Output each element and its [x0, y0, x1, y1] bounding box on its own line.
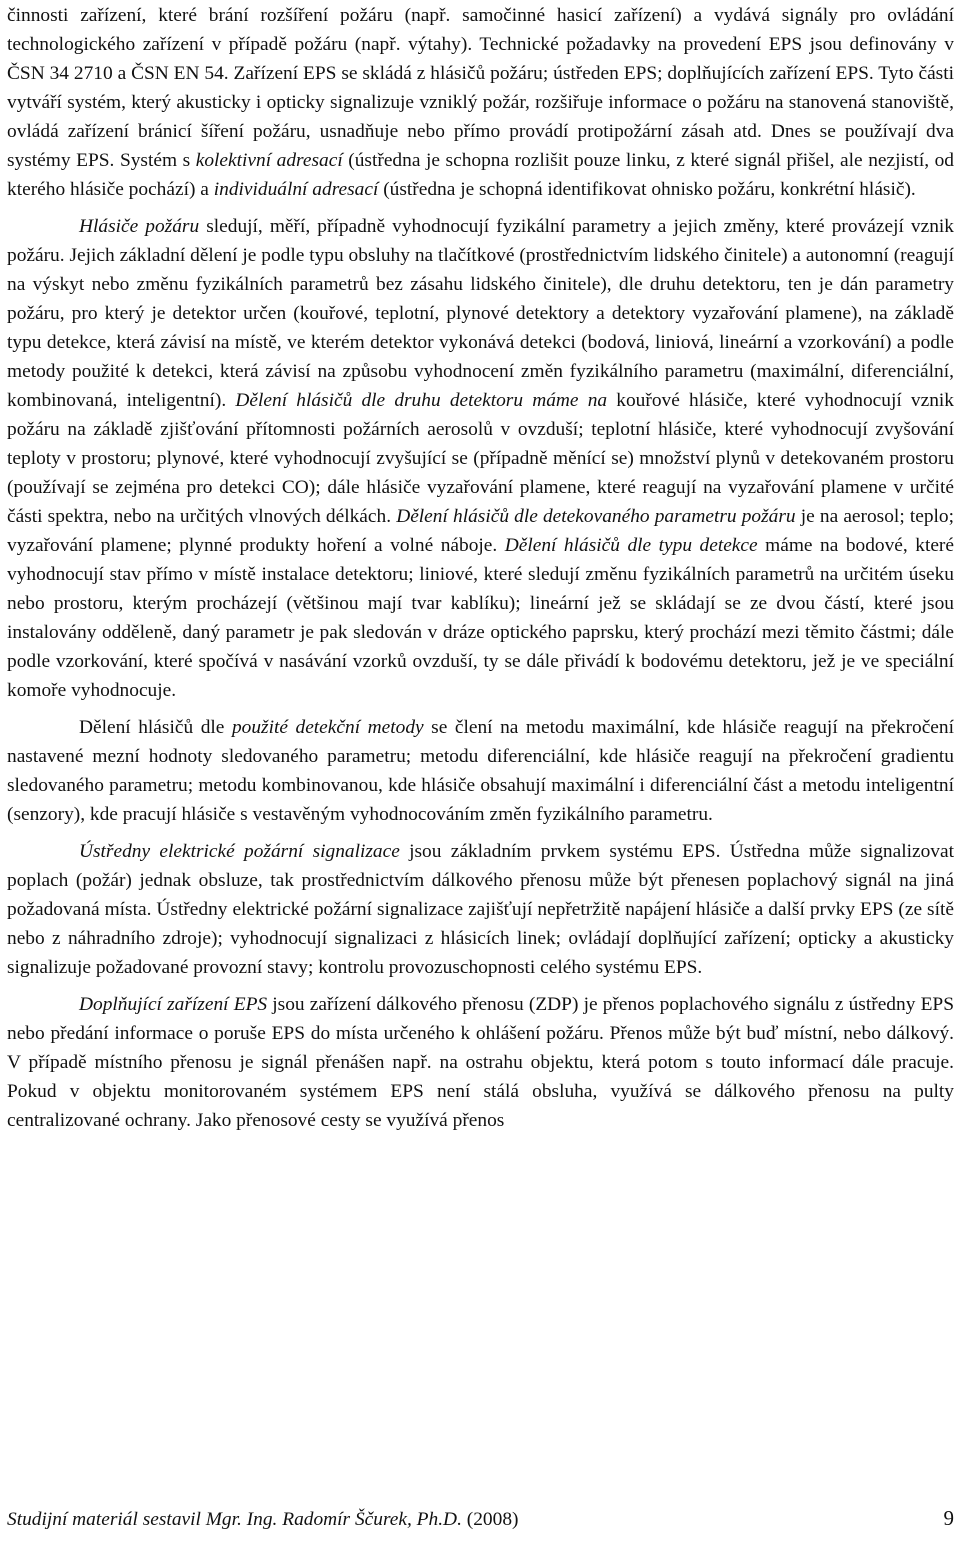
- footer-credit: Studijní materiál sestavil Mgr. Ing. Radomír Ščurek, Ph.D.: [7, 1509, 462, 1530]
- paragraph-p3: [7, 713, 954, 829]
- paragraph-p2: [7, 212, 954, 705]
- text-run: sledují, měří, případně vyhodnocují fyzikální parametry a jejich změny, které provázejí vznik požáru. Jejich základní dělení je podle typu obsluhy na tlačítkové (prostřednictvím lidského činitele) a autonomní (reagují na výskyt nebo změnu fyzikálních parametrů bez zásahu lidského činitele), dle druhu detektoru, ten je dán parametry požáru, pro který je detektor určen (kouřové, teplotní, plynové detektory a detektory vyzařování plamene), na základě typu detekce, která závisí na místě, ve kterém detektor vykonává detekci (bodová, liniová, lineární a vzorkování) a podle metody použité k detekci, která závisí na způsobu vyhodnocení změn fyzikálního parametru (maximální, diferenciální, kombinovaná, inteligentní).: [7, 216, 954, 411]
- italic-term: Dělení hlásičů dle druhu detektoru máme na: [235, 390, 608, 411]
- text-run: je na aerosol; teplo; vyzařování plamene; plynné produkty hoření a volné náboje.: [7, 506, 955, 556]
- italic-term: použité detekční metody: [231, 717, 424, 738]
- text-run: se člení na metodu maximální, kde hlásiče reagují na překročení nastavené mezní hodnoty sledovaného parametru; metodu diferenciální, kde hlásiče reagují na překročení gradientu sledovaného parametru; metodu kombinovanou, kde hlásiče obsahují maximální i diferenciální část a metodu inteligentní (senzory), kde pracují hlásiče s vestavěným vyhodnocováním změn fyzikálního parametru.: [7, 717, 955, 825]
- italic-term: individuální adresací: [213, 179, 379, 200]
- italic-term: Ústředny elektrické požární signalizace: [79, 841, 400, 862]
- italic-term: Dělení hlásičů dle detekovaného parametru požáru: [396, 506, 796, 527]
- page-number: 9: [943, 1506, 954, 1530]
- text-run: máme na bodové, které vyhodnocují stav přímo v místě instalace detektoru; liniové, které sledují změnu fyzikálních parametrů na určitém úseku nebo prostoru, kterým procházejí (většinou mají tvar kablíku); lineární jež se skládají se ze dvou částí, které jsou instalovány odděleně, daný parametr je pak sledován v dráze optického paprsku, který prochází mezi těmito částmi; dále podle vzorkování, které spočívá v nasávání vzorků ovzduší, ty se dále přivádí k bodovému detektoru, jež je ve speciální komoře vyhodnocuje.: [7, 535, 954, 701]
- footer-credit-line: [7, 1505, 518, 1535]
- italic-term: Hlásiče požáru: [79, 216, 200, 237]
- text-run: kouřové hlásiče, které vyhodnocují vznik požáru na základě zjišťování přítomnosti požárních aerosolů v ovzduší; teplotní hlásiče, které vyhodnocují zvyšování teploty v prostoru; plynové, které vyhodnocují zvyšující se (případně měnící se) množství plynů v detekovaném prostoru (používají se zejména pro detekci CO); dále hlásiče vyzařování plamene, které reagují na vyzařování plamene v určité části spektra, nebo na určitých vlnových délkách.: [7, 390, 955, 527]
- italic-term: Dělení hlásičů dle typu detekce: [504, 535, 758, 556]
- paragraph-p4: [7, 837, 954, 982]
- text-run: činnosti zařízení, které brání rozšíření požáru (např. samočinné hasicí zařízení) a vydává signály pro ovládání technologického zařízení v případě požáru (např. výtahy). Technické požadavky na provedení EPS jsou definovány v ČSN 34 2710 a ČSN EN 54. Zařízení EPS se skládá z hlásičů požáru; ústředen EPS; doplňujících zařízení EPS. Tyto části vytváří systém, který akusticky i opticky signalizuje vzniklý požár, rozšiřuje informace o požáru na stanovená stanoviště, ovládá zařízení bránicí šíření požáru, usnadňuje nebo přímo provádí protipožární zásah atd. Dnes se používají dva systémy EPS. Systém s: [7, 5, 954, 171]
- footer-year: (2008): [466, 1509, 519, 1530]
- text-run: Dělení hlásičů dle: [79, 717, 232, 738]
- text-run: jsou zařízení dálkového přenosu (ZDP) je přenos poplachového signálu z ústředny EPS nebo předání informace o poruše EPS do místa určeného k ohlášení požáru. Přenos může být buď místní, nebo dálkový. V případě místního přenosu je signál přenášen např. na ostrahu objektu, která potom s touto informací dále pracuje. Pokud v objektu monitorovaném systémem EPS není stálá obsluha, využívá se dálkového přenosu na pulty centralizované ochrany. Jako přenosové cesty se využívá přenos: [7, 994, 954, 1131]
- text-run: (ústředna je schopná identifikovat ohnisko požáru, konkrétní hlásič).: [378, 179, 916, 200]
- paragraph-p5: [7, 990, 954, 1135]
- italic-term: kolektivní adresací: [195, 150, 343, 171]
- text-run: (ústředna je schopna rozlišit pouze linku, z které signál přišel, ale nezjistí, od kterého hlásiče pochází) a: [7, 150, 955, 200]
- page-footer: [7, 1503, 954, 1533]
- italic-term: Doplňující zařízení EPS: [79, 994, 268, 1015]
- document-body: [7, 0, 954, 1135]
- paragraph-p1: [7, 1, 954, 204]
- text-run: jsou základním prvkem systému EPS. Ústředna může signalizovat poplach (požár) jednak obsluze, tak prostřednictvím dálkového přenosu může být přenesen poplachový signál na jiná požadovaná místa. Ústředny elektrické požární signalizace zajišťují nepřetržitě napájení hlásiče a další prvky EPS (ze sítě nebo z náhradního zdroje); vyhodnocují signalizaci z hlásicích linek; ovládají doplňující zařízení; opticky a akusticky signalizuje požadované provozní stavy; kontrolu provozuschopnosti celého systému EPS.: [7, 841, 954, 978]
